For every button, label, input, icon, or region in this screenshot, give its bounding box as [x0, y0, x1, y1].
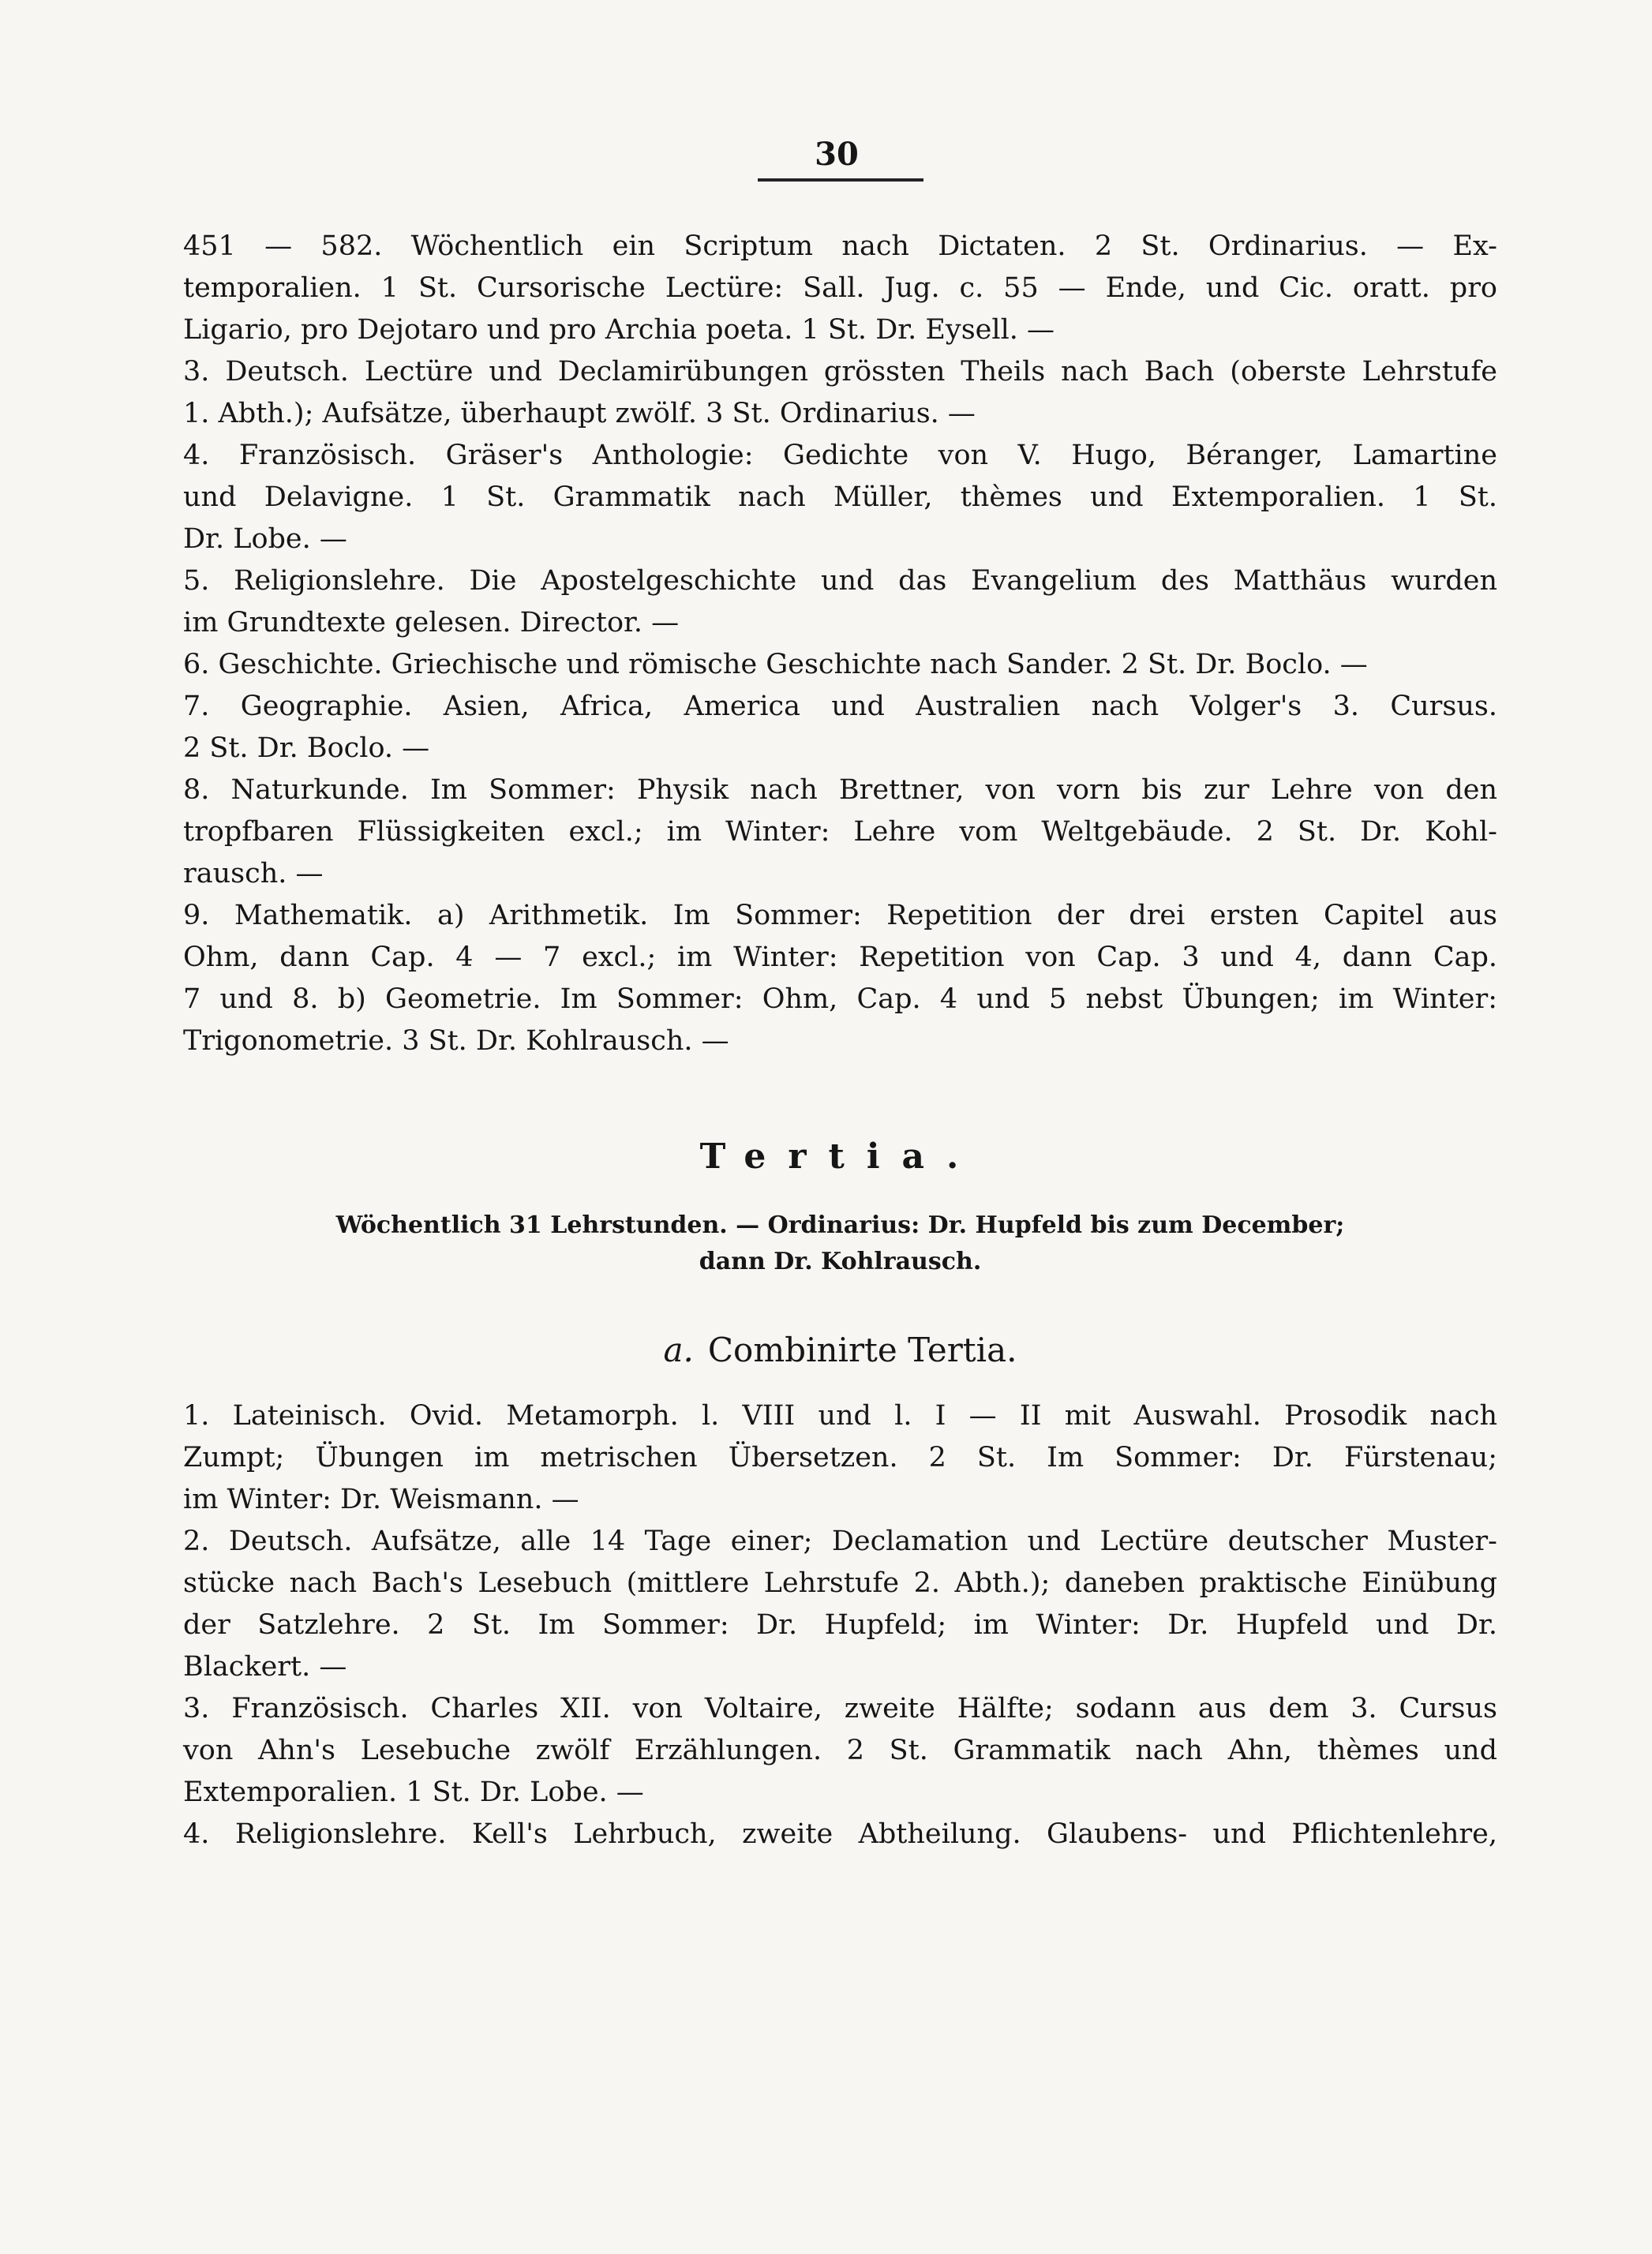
- text-line: im Winter: Dr. Weismann. —: [183, 1484, 579, 1515]
- text-line: 451 — 582. Wöchentlich ein Scriptum nach Dictaten. 2 St. Ordinarius. — Ex-: [183, 230, 1497, 262]
- tertia-info-line: dann Dr. Kohlrausch.: [699, 1248, 982, 1275]
- text-line: 9. Mathematik. a) Arithmetik. Im Sommer: Repetition der drei ersten Capitel aus: [183, 900, 1497, 931]
- page-number: 30: [815, 136, 859, 173]
- text-line: Dr. Lobe. —: [183, 523, 347, 555]
- text-line: Ohm, dann Cap. 4 — 7 excl.; im Winter: Repetition von Cap. 3 und 4, dann Cap.: [183, 942, 1497, 973]
- text-line: 7. Geographie. Asien, Africa, America und Australien nach Volger's 3. Cursus.: [183, 691, 1497, 722]
- tertia-heading: Tertia.: [699, 1136, 981, 1177]
- text-line: 2 St. Dr. Boclo. —: [183, 732, 430, 764]
- text-line: tropfbaren Flüssigkeiten excl.; im Winter: Lehre vom Weltgebäude. 2 St. Dr. Kohl-: [183, 816, 1497, 848]
- combinirte-tertia-heading: [183, 1331, 1497, 1369]
- text-line: 3. Deutsch. Lectüre und Declamirübungen grössten Theils nach Bach (oberste Lehrstufe: [183, 356, 1497, 388]
- section-tertia-subjects: [183, 1395, 1497, 1855]
- text-line: im Grundtexte gelesen. Director. —: [183, 607, 680, 638]
- text-line: 5. Religionslehre. Die Apostelgeschichte und das Evangelium des Matthäus wurden: [183, 565, 1497, 597]
- text-line: stücke nach Bach's Lesebuch (mittlere Lehrstufe 2. Abth.); daneben praktische Einübung: [183, 1567, 1497, 1599]
- text-line: Ligario, pro Dejotaro und pro Archia poeta. 1 St. Dr. Eysell. —: [183, 314, 1055, 346]
- text-line: 6. Geschichte. Griechische und römische Geschichte nach Sander. 2 St. Dr. Boclo. —: [183, 649, 1368, 680]
- subheading-title: Combinirte Tertia.: [707, 1331, 1017, 1369]
- tertia-info-line: Wöchentlich 31 Lehrstunden. — Ordinarius: Dr. Hupfeld bis zum December;: [335, 1211, 1345, 1239]
- text-line: 7 und 8. b) Geometrie. Im Sommer: Ohm, Cap. 4 und 5 nebst Übungen; im Winter:: [183, 983, 1497, 1015]
- text-line: 4. Religionslehre. Kell's Lehrbuch, zweite Abtheilung. Glaubens- und Pflichtenlehre,: [183, 1818, 1497, 1850]
- text-line: Zumpt; Übungen im metrischen Übersetzen. 2 St. Im Sommer: Dr. Fürstenau;: [183, 1442, 1497, 1473]
- page-number-rule: [758, 178, 923, 182]
- text-line: rausch. —: [183, 858, 324, 889]
- text-line: und Delavigne. 1 St. Grammatik nach Müller, thèmes und Extemporalien. 1 St.: [183, 481, 1497, 513]
- text-line: Blackert. —: [183, 1651, 347, 1683]
- text-line: 1. Abth.); Aufsätze, überhaupt zwölf. 3 St. Ordinarius. —: [183, 398, 976, 429]
- text-line: temporalien. 1 St. Cursorische Lectüre: Sall. Jug. c. 55 — Ende, und Cic. oratt. pro: [183, 272, 1497, 304]
- tertia-info: [183, 1208, 1497, 1280]
- text-line: Trigonometrie. 3 St. Dr. Kohlrausch. —: [183, 1025, 729, 1057]
- text-line: 1. Lateinisch. Ovid. Metamorph. l. VIII und l. I — II mit Auswahl. Prosodik nach: [183, 1400, 1497, 1432]
- section-prima-subjects: [183, 226, 1497, 1062]
- text-line: 4. Französisch. Gräser's Anthologie: Gedichte von V. Hugo, Béranger, Lamartine: [183, 440, 1497, 471]
- text-line: der Satzlehre. 2 St. Im Sommer: Dr. Hupfeld; im Winter: Dr. Hupfeld und Dr.: [183, 1609, 1497, 1641]
- text-line: Extemporalien. 1 St. Dr. Lobe. —: [183, 1777, 644, 1808]
- text-line: 8. Naturkunde. Im Sommer: Physik nach Brettner, von vorn bis zur Lehre von den: [183, 774, 1497, 806]
- text-line: 2. Deutsch. Aufsätze, alle 14 Tage einer; Declamation und Lectüre deutscher Muster-: [183, 1526, 1497, 1557]
- text-line: von Ahn's Lesebuche zwölf Erzählungen. 2 St. Grammatik nach Ahn, thèmes und: [183, 1735, 1497, 1766]
- text-line: 3. Französisch. Charles XII. von Voltaire, zweite Hälfte; sodann aus dem 3. Cursus: [183, 1693, 1497, 1724]
- subheading-letter: a.: [663, 1331, 694, 1369]
